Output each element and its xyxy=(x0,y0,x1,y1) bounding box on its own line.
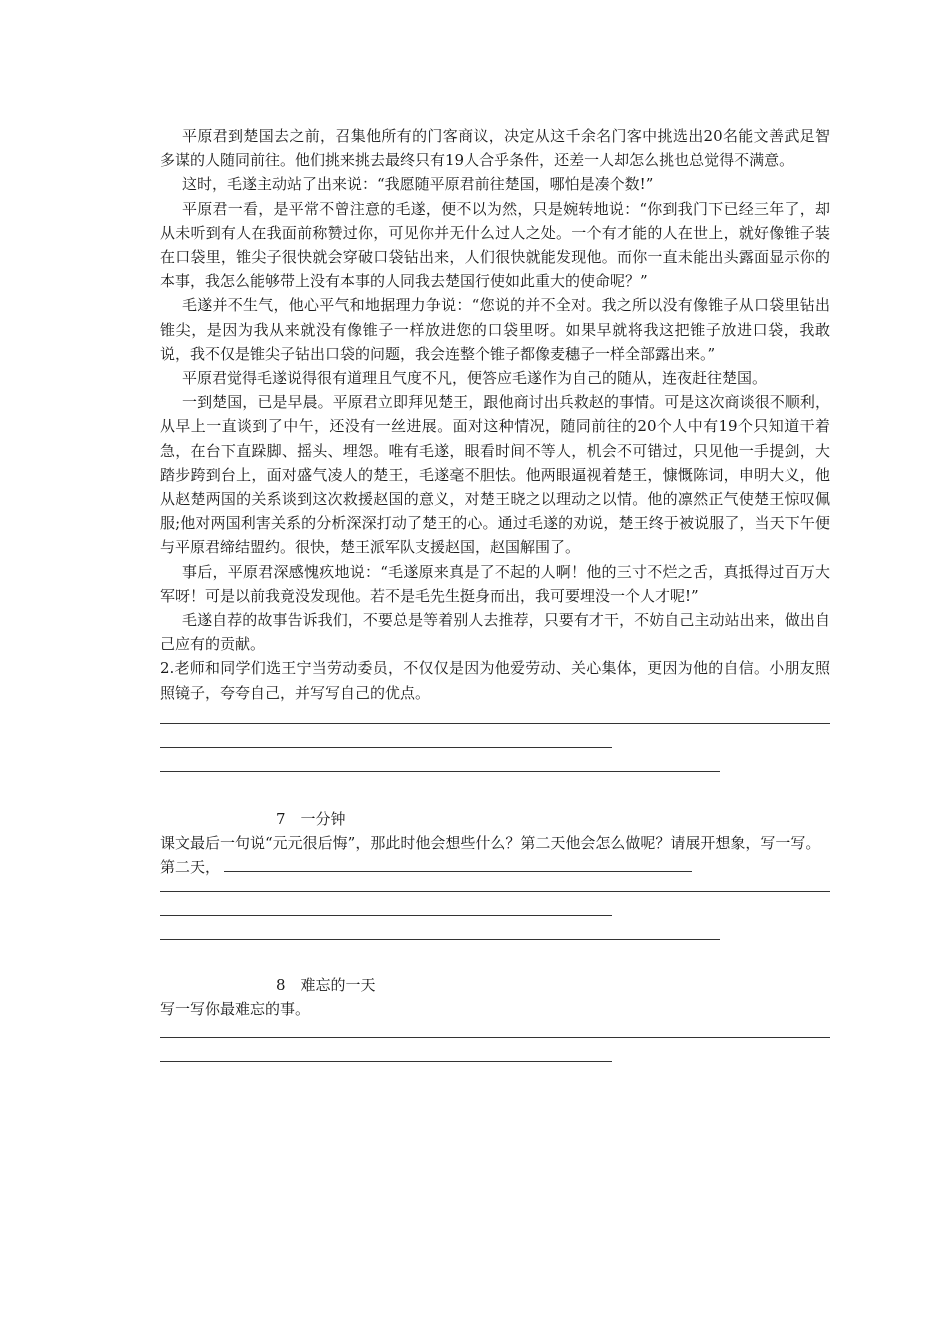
answer-line[interactable] xyxy=(160,723,830,724)
answer-line[interactable] xyxy=(160,771,720,772)
section-7-answer-area[interactable] xyxy=(160,879,830,943)
section-7-prompt: 课文最后一句说“元元很后悔”，那此时他会想些什么？第二天他会怎么做呢？请展开想象，写一写。 xyxy=(160,833,821,852)
answer-line[interactable] xyxy=(160,939,720,940)
story-paragraph: 一到楚国，已是早晨。平原君立即拜见楚王，跟他商讨出兵救赵的事情。可是这次商谈很不顺利，从早上一直谈到了中午，还没有一丝进展。面对这种情况，随同前往的20个人中有19个只知道干着急，在台下直跺脚、摇头、埋怨。唯有毛遂，眼看时间不等人，机会不可错过，只见他一手提剑，大踏步跨到台上，面对盛气凌人的楚王，毛遂毫不胆怯。他两眼逼视着楚王，慷慨陈词，申明大义，他从赵楚两国的关系谈到这次救援赵国的意义，对楚王晓之以理动之以情。他的凛然正气使楚王惊叹佩服;他对两国利害关系的分析深深打动了楚王的心。通过毛遂的劝说，楚王终于被说服了，当天下午便与平原君缔结盟约。很快，楚王派军队支援赵国，赵国解围了。 xyxy=(160,393,830,557)
story-paragraph: 事后，平原君深感愧疚地说：“毛遂原来真是了不起的人啊！他的三寸不烂之舌，真抵得过百万大军呀！可是以前我竟没发现他。若不是毛先生挺身而出，我可要埋没一个人才呢!” xyxy=(160,562,830,605)
question-2-answer-area[interactable] xyxy=(160,705,830,777)
answer-line[interactable] xyxy=(160,915,612,916)
answer-line[interactable] xyxy=(160,891,830,892)
section-7-fill-label: 第二天， xyxy=(160,858,221,877)
answer-line[interactable] xyxy=(160,1037,830,1038)
story-section xyxy=(160,124,830,656)
section-7-fill-row xyxy=(160,855,830,879)
story-paragraph: 毛遂并不生气，他心平气和地据理力争说：“您说的并不全对。我之所以没有像锥子从口袋里钻出锥尖，是因为我从来就没有像锥子一样放进您的口袋里呀。如果早就将我这把锥子放进口袋，我敢说，我不仅是锥尖子钻出口袋的问题，我会连整个锥子都像麦穗子一样全部露出来。” xyxy=(160,296,830,363)
answer-line[interactable] xyxy=(160,747,612,748)
section-7-title: 7 一分钟 xyxy=(276,809,346,828)
story-paragraph: 平原君一看，是平常不曾注意的毛遂，便不以为然，只是婉转地说：“你到我门下已经三年了，却从未听到有人在我面前称赞过你，可见你并无什么过人之处。一个有才能的人在世上，就好像锥子装在口袋里，锥尖子很快就会穿破口袋钻出来，人们很快就能发现他。而你一直未能出头露面显示你的本事，我怎么能够带上没有本事的人同我去楚国行使如此重大的使命呢？” xyxy=(160,199,830,291)
question-2-text: 2.老师和同学们选王宁当劳动委员，不仅仅是因为他爱劳动、关心集体，更因为他的自信。小朋友照照镜子，夸夸自己，并写写自己的优点。 xyxy=(160,659,830,702)
worksheet-page xyxy=(160,124,830,1081)
story-paragraph: 平原君到楚国去之前，召集他所有的门客商议，决定从这千余名门客中挑选出20名能文善武足智多谋的人随同前往。他们挑来挑去最终只有19人合乎条件，还差一人却怎么挑也总觉得不满意。 xyxy=(160,127,830,170)
fill-in-blank[interactable] xyxy=(224,855,692,872)
story-paragraph: 平原君觉得毛遂说得很有道理且气度不凡，便答应毛遂作为自己的随从，连夜赶往楚国。 xyxy=(182,369,768,388)
section-8-answer-area[interactable] xyxy=(160,1021,830,1081)
story-paragraph: 这时，毛遂主动站了出来说：“我愿随平原君前往楚国，哪怕是凑个数!” xyxy=(182,175,654,194)
story-paragraph: 毛遂自荐的故事告诉我们，不要总是等着别人去推荐，只要有才干，不妨自己主动站出来，做出自己应有的贡献。 xyxy=(160,611,830,654)
section-8-title: 8 难忘的一天 xyxy=(276,976,376,995)
section-8-prompt: 写一写你最难忘的事。 xyxy=(160,1000,311,1019)
answer-line[interactable] xyxy=(160,1061,612,1062)
